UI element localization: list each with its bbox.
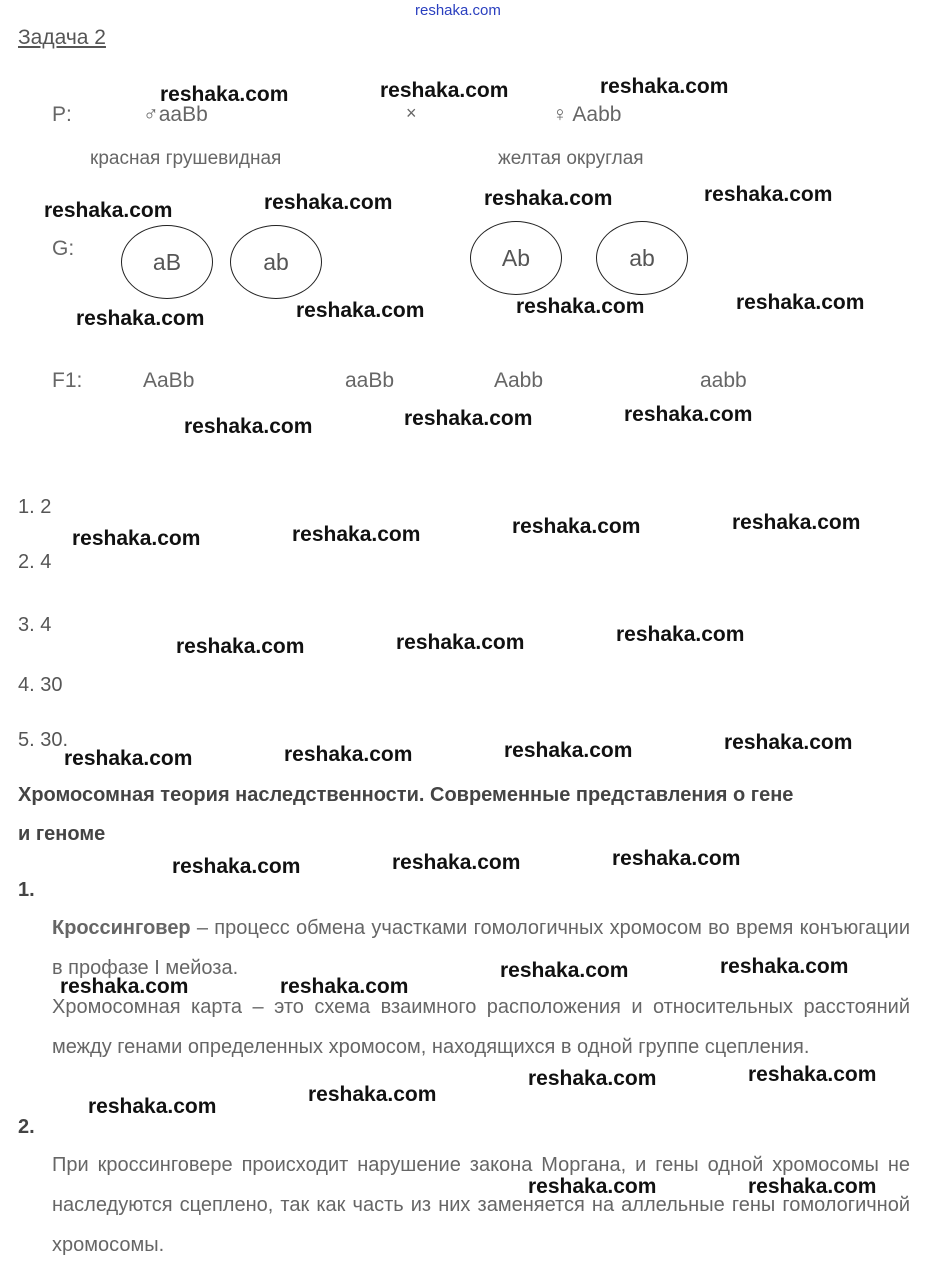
watermark: reshaka.com [284, 743, 413, 766]
watermark: reshaka.com [292, 523, 421, 546]
watermark: reshaka.com [380, 79, 509, 102]
watermark: reshaka.com [76, 307, 205, 330]
watermark: reshaka.com [500, 959, 629, 982]
answer-item: 4. 30 [18, 674, 63, 696]
gamete-text: aB [152, 248, 182, 275]
watermark: reshaka.com [724, 731, 853, 754]
watermark: reshaka.com [392, 851, 521, 874]
definition: – процесс обмена участками гомологичных хромосом во время конъюгации в профазе I мейоза. [52, 917, 910, 979]
watermark: reshaka.com [296, 299, 425, 322]
question-number: 1. [18, 879, 35, 901]
cross-symbol: × [406, 103, 417, 123]
watermark: reshaka.com [64, 747, 193, 770]
watermark: reshaka.com [512, 515, 641, 538]
f1-genotype: Aabb [494, 369, 544, 392]
term: Кроссинговер [52, 917, 191, 939]
female-genotype: ♀ Aabb [552, 103, 622, 126]
gamete-text: ab [263, 248, 289, 275]
watermark: reshaka.com [612, 847, 741, 870]
watermark: reshaka.com [176, 635, 305, 658]
watermark: reshaka.com [484, 187, 613, 210]
watermark: reshaka.com [264, 191, 393, 214]
watermark: reshaka.com [720, 955, 849, 978]
watermark: reshaka.com [88, 1095, 217, 1118]
watermark: reshaka.com [504, 739, 633, 762]
watermark: reshaka.com [528, 1067, 657, 1090]
watermark: reshaka.com [704, 183, 833, 206]
parent-label: P: [52, 103, 72, 126]
answer-item: 3. 4 [18, 614, 52, 636]
watermark: reshaka.com [280, 975, 409, 998]
watermark: reshaka.com [72, 527, 201, 550]
watermark: reshaka.com [308, 1083, 437, 1106]
watermark: reshaka.com [528, 1175, 657, 1198]
f1-genotype: aaBb [345, 369, 395, 392]
watermark: reshaka.com [172, 855, 301, 878]
watermark: reshaka.com [404, 407, 533, 430]
answer-paragraph: При кроссинговере происходит нарушение закона Моргана, и гены одной хромосомы не наследуются сцеплено, так как часть из них заменяется на аллельные гены гомологичной хромосомы. [52, 1154, 910, 1256]
male-genotype: ♂aaBb [143, 103, 208, 126]
f1-genotype: AaBb [143, 369, 195, 392]
gamete-text: Ab [501, 244, 531, 271]
answer-item: 1. 2 [18, 496, 52, 518]
gamete-circle [470, 221, 562, 295]
site-link[interactable]: reshaka.com [415, 2, 501, 19]
gamete-circle [230, 225, 322, 299]
gamete-circle [121, 225, 213, 299]
watermark: reshaka.com [44, 199, 173, 222]
watermark: reshaka.com [396, 631, 525, 654]
section-heading-cont: и геноме [18, 823, 106, 845]
watermark: reshaka.com [616, 623, 745, 646]
female-phenotype: желтая округлая [498, 148, 644, 169]
watermark: reshaka.com [732, 511, 861, 534]
section-heading: Хромосомная теория наследственности. Современные представления о гене [18, 784, 794, 806]
watermark: reshaka.com [516, 295, 645, 318]
watermark: reshaka.com [748, 1175, 877, 1198]
watermark: reshaka.com [624, 403, 753, 426]
gametes-label: G: [52, 237, 75, 260]
watermark: reshaka.com [160, 83, 289, 106]
watermark: reshaka.com [736, 291, 865, 314]
task-title: Задача 2 [18, 26, 106, 49]
answer-item: 5. 30. [18, 729, 69, 751]
f1-label: F1: [52, 369, 83, 392]
watermark: reshaka.com [60, 975, 189, 998]
question-number: 2. [18, 1116, 35, 1138]
male-phenotype: красная грушевидная [90, 148, 282, 169]
answer-item: 2. 4 [18, 551, 52, 573]
definition-paragraph: Хромосомная карта – это схема взаимного расположения и относительных расстояний между генами определенных хромосом, находящихся в одной группе сцепления. [52, 996, 910, 1058]
watermark: reshaka.com [184, 415, 313, 438]
watermark: reshaka.com [600, 75, 729, 98]
gamete-text: ab [629, 244, 655, 271]
f1-genotype: aabb [700, 369, 747, 392]
watermark: reshaka.com [748, 1063, 877, 1086]
gamete-circle [596, 221, 688, 295]
